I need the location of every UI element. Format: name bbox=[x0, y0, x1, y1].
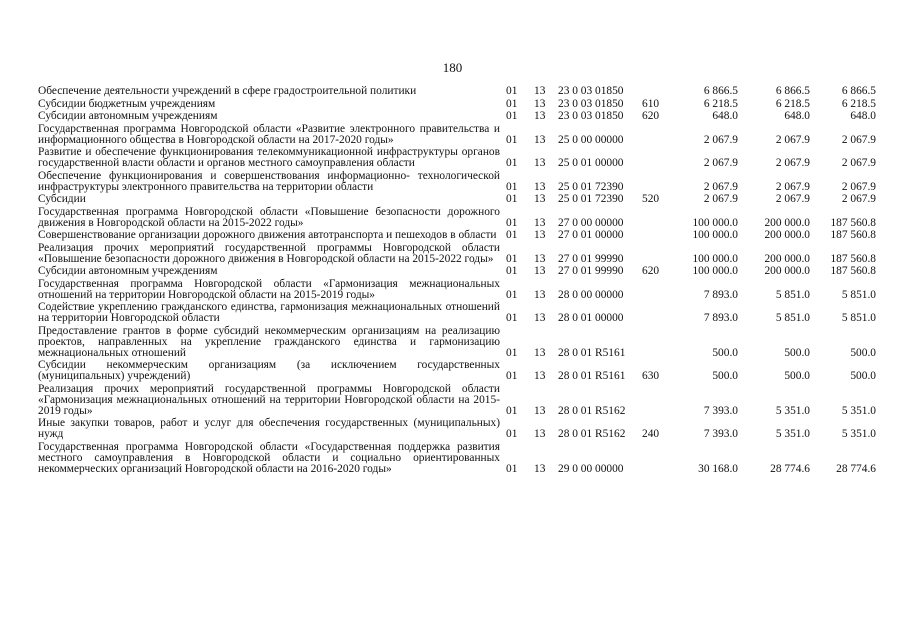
subsection-code: 13 bbox=[534, 216, 546, 229]
subsection-code: 13 bbox=[534, 346, 546, 359]
table-row bbox=[38, 418, 876, 442]
amount-year-1: 6 866.5 bbox=[703, 85, 738, 97]
amount-year-1: 2 067.9 bbox=[703, 193, 738, 205]
amount-year-2: 500.0 bbox=[784, 346, 810, 359]
amount-year-3: 6 866.5 bbox=[841, 85, 876, 97]
table-row bbox=[38, 171, 876, 195]
subsection-code: 13 bbox=[534, 404, 546, 417]
amount-year-1: 100 000.0 bbox=[692, 265, 738, 277]
amount-year-2: 2 067.9 bbox=[775, 157, 810, 169]
expense-type-code bbox=[642, 302, 672, 326]
subsection-code: 13 bbox=[534, 110, 546, 122]
amount-year-1: 6 218.5 bbox=[703, 97, 738, 110]
expense-type-code bbox=[642, 147, 672, 171]
expense-type-code: 620 bbox=[642, 265, 660, 277]
subsection-code: 13 bbox=[534, 288, 546, 301]
target-article-code: 25 0 01 72390 bbox=[558, 180, 624, 193]
expense-type-code bbox=[642, 86, 672, 99]
target-article-code: 23 0 03 01850 bbox=[558, 97, 624, 110]
target-article-code: 29 0 00 00000 bbox=[558, 462, 624, 475]
table-row bbox=[38, 230, 876, 243]
table-row bbox=[38, 279, 876, 303]
target-article-code: 23 0 03 01850 bbox=[558, 110, 624, 122]
table-row bbox=[38, 243, 876, 267]
expense-type-code bbox=[642, 243, 672, 267]
row-name: Предоставление грантов в форме субсидий некоммерческим организациям на реализацию проектов, направленных на укрепление гражданского единства и гармонизацию межнациональных отношений bbox=[38, 324, 500, 359]
table-row bbox=[38, 302, 876, 326]
expense-type-code: 620 bbox=[642, 110, 660, 122]
amount-year-2: 2 067.9 bbox=[775, 133, 810, 146]
row-name: Государственная программа Новгородской области «Гармонизация межнациональных отношений на территории Новгородской области на 2015-2019 годы» bbox=[38, 277, 500, 301]
amount-year-3: 2 067.9 bbox=[841, 180, 876, 193]
section-code: 01 bbox=[506, 97, 518, 110]
table-row bbox=[38, 266, 876, 279]
target-article-code: 28 0 01 R5161 bbox=[558, 370, 626, 382]
amount-year-3: 187 560.8 bbox=[830, 265, 876, 277]
subsection-code: 13 bbox=[534, 193, 546, 205]
row-name: Иные закупки товаров, работ и услуг для обеспечения государственных (муниципальных) нужд bbox=[38, 417, 500, 440]
section-code: 01 bbox=[506, 180, 518, 193]
section-code: 01 bbox=[506, 462, 518, 475]
amount-year-1: 7 893.0 bbox=[703, 288, 738, 301]
amount-year-3: 5 851.0 bbox=[841, 288, 876, 301]
section-code: 01 bbox=[506, 252, 518, 265]
subsection-code: 13 bbox=[534, 265, 546, 277]
section-code: 01 bbox=[506, 133, 518, 146]
section-code: 01 bbox=[506, 157, 518, 169]
target-article-code: 27 0 01 99990 bbox=[558, 252, 624, 265]
amount-year-2: 6 218.5 bbox=[775, 97, 810, 110]
row-name: Реализация прочих мероприятий государственной программы Новгородской области «Гармонизация межнациональных отношений на территории Новгородской области на 2015-2019 годы» bbox=[38, 382, 500, 417]
subsection-code: 13 bbox=[534, 370, 546, 382]
amount-year-3: 187 560.8 bbox=[830, 229, 876, 241]
amount-year-2: 5 851.0 bbox=[775, 312, 810, 324]
expense-type-code bbox=[642, 384, 672, 419]
row-name: Государственная программа Новгородской области «Развитие электронного правительства и информационного общества в Новгородской области на 2017-2020 годы» bbox=[38, 122, 500, 146]
table-row bbox=[38, 194, 876, 207]
amount-year-2: 5 851.0 bbox=[775, 288, 810, 301]
subsection-code: 13 bbox=[534, 133, 546, 146]
section-code: 01 bbox=[506, 312, 518, 324]
row-name: Субсидии бюджетным учреждениям bbox=[38, 97, 216, 110]
amount-year-3: 2 067.9 bbox=[841, 193, 876, 205]
expense-type-code bbox=[642, 442, 672, 477]
subsection-code: 13 bbox=[534, 97, 546, 110]
amount-year-1: 2 067.9 bbox=[703, 133, 738, 146]
amount-year-3: 187 560.8 bbox=[830, 216, 876, 229]
subsection-code: 13 bbox=[534, 252, 546, 265]
target-article-code: 28 0 01 R5162 bbox=[558, 428, 626, 440]
subsection-code: 13 bbox=[534, 180, 546, 193]
table-row bbox=[38, 207, 876, 231]
amount-year-2: 200 000.0 bbox=[764, 216, 810, 229]
amount-year-1: 7 393.0 bbox=[703, 428, 738, 440]
row-name: Реализация прочих мероприятий государственной программы Новгородской области «Повышение безопасности дорожного движения в Новгородской области на 2015-2022 годы» bbox=[38, 241, 500, 265]
amount-year-3: 648.0 bbox=[850, 110, 876, 122]
target-article-code: 23 0 03 01850 bbox=[558, 85, 624, 97]
amount-year-1: 100 000.0 bbox=[692, 229, 738, 241]
subsection-code: 13 bbox=[534, 157, 546, 169]
target-article-code: 28 0 01 R5162 bbox=[558, 404, 626, 417]
table-body bbox=[38, 86, 876, 476]
budget-table bbox=[38, 86, 876, 476]
row-name: Субсидии автономным учреждениям bbox=[38, 110, 218, 122]
target-article-code: 27 0 01 99990 bbox=[558, 265, 624, 277]
target-article-code: 28 0 00 00000 bbox=[558, 288, 624, 301]
table-row bbox=[38, 124, 876, 148]
target-article-code: 28 0 01 R5161 bbox=[558, 346, 626, 359]
amount-year-1: 500.0 bbox=[712, 346, 738, 359]
amount-year-1: 30 168.0 bbox=[698, 462, 738, 475]
row-name: Содействие укреплению гражданского единства, гармонизация межнациональных отношений на территории Новгородской области bbox=[38, 301, 500, 324]
table-row bbox=[38, 360, 876, 384]
amount-year-1: 100 000.0 bbox=[692, 216, 738, 229]
row-name: Субсидии автономным учреждениям bbox=[38, 265, 218, 277]
section-code: 01 bbox=[506, 110, 518, 122]
section-code: 01 bbox=[506, 229, 518, 241]
page-number: 180 bbox=[442, 60, 463, 75]
amount-year-1: 100 000.0 bbox=[692, 252, 738, 265]
amount-year-1: 7 893.0 bbox=[703, 312, 738, 324]
expense-type-code bbox=[642, 326, 672, 361]
section-code: 01 bbox=[506, 428, 518, 440]
amount-year-2: 200 000.0 bbox=[764, 265, 810, 277]
amount-year-3: 28 774.6 bbox=[836, 462, 876, 475]
subsection-code: 13 bbox=[534, 312, 546, 324]
subsection-code: 13 bbox=[534, 428, 546, 440]
section-code: 01 bbox=[506, 404, 518, 417]
expense-type-code bbox=[642, 279, 672, 303]
section-code: 01 bbox=[506, 216, 518, 229]
row-name: Государственная программа Новгородской области «Государственная поддержка развития местного самоуправления в Новгородской области и социально ориентированных некоммерческих организаций Новгородской области на 2016-2020 годы» bbox=[38, 440, 500, 475]
table-row bbox=[38, 86, 876, 99]
section-code: 01 bbox=[506, 85, 518, 97]
expense-type-code: 240 bbox=[642, 428, 660, 440]
row-name: Субсидии некоммерческим организациям (за исключением государственных (муниципальных) учреждений) bbox=[38, 359, 500, 382]
expense-type-code bbox=[642, 124, 672, 148]
expense-type-code bbox=[642, 207, 672, 231]
amount-year-3: 187 560.8 bbox=[830, 252, 876, 265]
expense-type-code bbox=[642, 230, 672, 243]
amount-year-3: 500.0 bbox=[850, 370, 876, 382]
amount-year-2: 28 774.6 bbox=[770, 462, 810, 475]
row-name: Обеспечение деятельности учреждений в сфере градостроительной политики bbox=[38, 85, 417, 97]
target-article-code: 25 0 00 00000 bbox=[558, 133, 624, 146]
section-code: 01 bbox=[506, 265, 518, 277]
amount-year-3: 6 218.5 bbox=[841, 97, 876, 110]
expense-type-code: 610 bbox=[642, 97, 660, 110]
amount-year-2: 2 067.9 bbox=[775, 180, 810, 193]
amount-year-2: 5 351.0 bbox=[775, 428, 810, 440]
amount-year-2: 5 351.0 bbox=[775, 404, 810, 417]
amount-year-3: 5 351.0 bbox=[841, 404, 876, 417]
amount-year-3: 2 067.9 bbox=[841, 133, 876, 146]
subsection-code: 13 bbox=[534, 462, 546, 475]
amount-year-2: 2 067.9 bbox=[775, 193, 810, 205]
amount-year-3: 2 067.9 bbox=[841, 157, 876, 169]
table-row bbox=[38, 111, 876, 124]
amount-year-1: 2 067.9 bbox=[703, 157, 738, 169]
table-row bbox=[38, 442, 876, 477]
row-name: Государственная программа Новгородской области «Повышение безопасности дорожного движения в Новгородской области на 2015-2022 годы» bbox=[38, 205, 500, 229]
amount-year-1: 500.0 bbox=[712, 370, 738, 382]
amount-year-3: 5 851.0 bbox=[841, 312, 876, 324]
subsection-code: 13 bbox=[534, 85, 546, 97]
expense-type-code bbox=[642, 171, 672, 195]
amount-year-1: 2 067.9 bbox=[703, 180, 738, 193]
target-article-code: 25 0 01 72390 bbox=[558, 193, 624, 205]
amount-year-2: 648.0 bbox=[784, 110, 810, 122]
amount-year-2: 200 000.0 bbox=[764, 229, 810, 241]
table-row bbox=[38, 147, 876, 171]
expense-type-code: 630 bbox=[642, 370, 660, 382]
subsection-code: 13 bbox=[534, 229, 546, 241]
section-code: 01 bbox=[506, 370, 518, 382]
target-article-code: 28 0 01 00000 bbox=[558, 312, 624, 324]
target-article-code: 27 0 01 00000 bbox=[558, 229, 624, 241]
amount-year-3: 500.0 bbox=[850, 346, 876, 359]
expense-type-code: 520 bbox=[642, 193, 660, 205]
amount-year-3: 5 351.0 bbox=[841, 428, 876, 440]
amount-year-2: 200 000.0 bbox=[764, 252, 810, 265]
target-article-code: 27 0 00 00000 bbox=[558, 216, 624, 229]
section-code: 01 bbox=[506, 193, 518, 205]
amount-year-1: 7 393.0 bbox=[703, 404, 738, 417]
table-row bbox=[38, 326, 876, 361]
amount-year-1: 648.0 bbox=[712, 110, 738, 122]
row-name: Совершенствование организации дорожного движения автотранспорта и пешеходов в области bbox=[38, 229, 497, 241]
amount-year-2: 6 866.5 bbox=[775, 85, 810, 97]
target-article-code: 25 0 01 00000 bbox=[558, 157, 624, 169]
row-name: Субсидии bbox=[38, 193, 86, 205]
table-row bbox=[38, 384, 876, 419]
row-name: Обеспечение функционирования и совершенствования информационно- технологической инфраструктуры электронного правительства на территории области bbox=[38, 169, 500, 193]
row-name: Развитие и обеспечение функционирования телекоммуникационной инфраструктуры органов государственной власти области и органов местного самоуправления области bbox=[38, 146, 500, 169]
section-code: 01 bbox=[506, 288, 518, 301]
section-code: 01 bbox=[506, 346, 518, 359]
amount-year-2: 500.0 bbox=[784, 370, 810, 382]
